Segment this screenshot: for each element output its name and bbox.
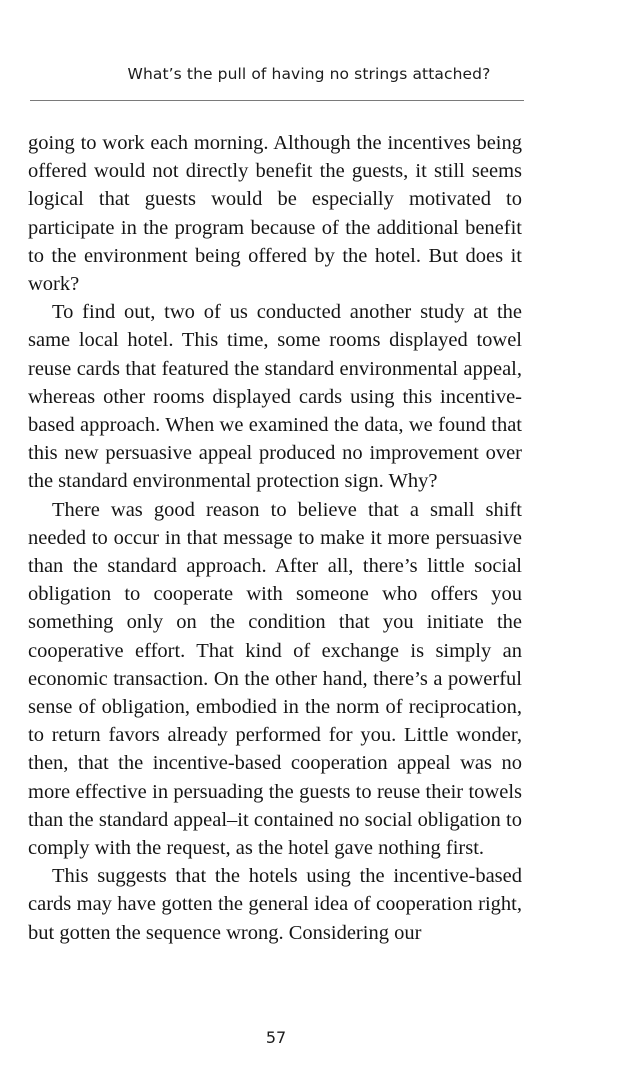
- header-rule: [30, 100, 524, 101]
- running-head-title: What’s the pull of having no strings attached?: [127, 65, 491, 83]
- paragraph: going to work each morning. Although the incentives being offered would not directly benefit the guests, it still seems logical that guests would be especially motivated to participate in the program because of the additional benefit to the environment being offered by the hotel. But does it work?: [28, 132, 522, 296]
- paragraph: There was good reason to believe that a small shift needed to occur in that message to make it more persuasive than the standard approach. After all, there’s little social obligation to cooperate with someone who offers you something only on the condition that you initiate the cooperative effort. That kind of exchange is simply an economic transaction. On the other hand, there’s a powerful sense of obligation, embodied in the norm of reciprocation, to return favors already performed for you. Little wonder, then, that the incentive-based cooperation appeal was no more effective in persuading the guests to reuse their towels than the standard appeal–it contained no social obligation to comply with the request, as the hotel gave nothing first.: [28, 498, 522, 860]
- paragraph: This suggests that the hotels using the incentive-based cards may have gotten the general idea of cooperation right, but gotten the sequence wrong. Considering our: [28, 865, 522, 944]
- paragraph: To find out, two of us conducted another study at the same local hotel. This time, some rooms displayed towel reuse cards that featured the standard environmental appeal, whereas other rooms displayed cards using this incentive-based approach. When we examined the data, we found that this new persuasive appeal produced no improvement over the standard environmental protection sign. Why?: [28, 301, 522, 493]
- body-text: [28, 129, 522, 947]
- page-number: 57: [265, 1028, 287, 1047]
